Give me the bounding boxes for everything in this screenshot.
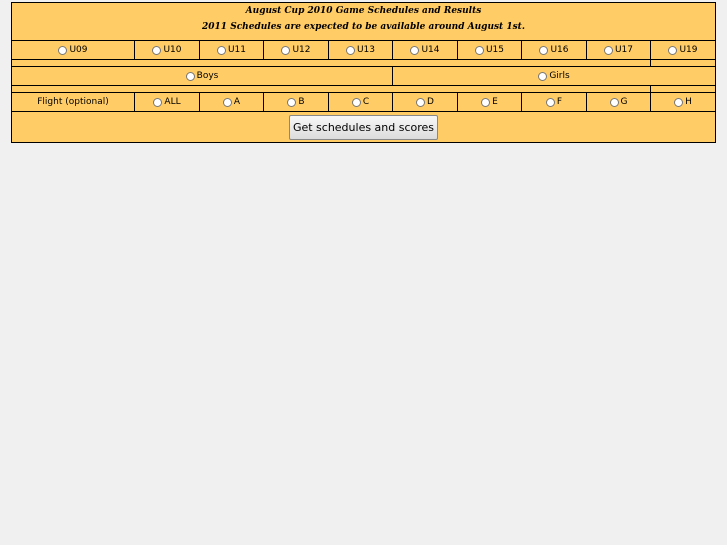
age-option-u16[interactable] xyxy=(521,41,586,59)
age-option-u11[interactable] xyxy=(199,41,263,59)
age-option-label: U12 xyxy=(292,45,311,55)
flight-option-label: D xyxy=(427,97,434,107)
flight-option-f[interactable] xyxy=(521,93,586,111)
radio-icon[interactable] xyxy=(416,98,425,107)
age-option-u17[interactable] xyxy=(586,41,650,59)
flight-option-label: H xyxy=(685,97,692,107)
age-option-label: U17 xyxy=(614,45,634,55)
flight-option-label: C xyxy=(362,97,370,107)
radio-icon[interactable] xyxy=(668,46,677,55)
get-schedules-button[interactable]: Get schedules and scores xyxy=(289,115,438,140)
age-option-label: U15 xyxy=(485,45,505,55)
flight-option-all[interactable] xyxy=(134,93,199,111)
age-option-label: U13 xyxy=(356,45,376,55)
radio-icon[interactable] xyxy=(410,46,419,55)
age-group-row xyxy=(12,40,715,60)
gender-option-label: Girls xyxy=(549,71,570,81)
radio-icon[interactable] xyxy=(604,46,613,55)
age-option-label: U09 xyxy=(69,45,88,55)
age-option-u10[interactable] xyxy=(134,41,199,59)
radio-icon[interactable] xyxy=(352,98,361,107)
flight-option-g[interactable] xyxy=(586,93,650,111)
flight-row xyxy=(12,92,715,112)
age-option-label: U10 xyxy=(163,45,182,55)
radio-icon[interactable] xyxy=(674,98,683,107)
flight-option-c[interactable] xyxy=(328,93,392,111)
age-option-u19[interactable] xyxy=(650,41,715,59)
radio-icon[interactable] xyxy=(217,46,226,55)
age-option-u15[interactable] xyxy=(457,41,521,59)
flight-option-e[interactable] xyxy=(457,93,521,111)
flight-option-d[interactable] xyxy=(392,93,457,111)
gender-option-label: Boys xyxy=(196,71,219,81)
flight-option-h[interactable] xyxy=(650,93,715,111)
age-option-u09[interactable] xyxy=(12,41,134,59)
radio-icon[interactable] xyxy=(538,72,547,81)
flight-option-a[interactable] xyxy=(199,93,263,111)
flight-option-label: A xyxy=(233,97,241,107)
age-option-label: U16 xyxy=(550,45,569,55)
flight-label: Flight (optional) xyxy=(37,97,109,107)
flight-option-label: G xyxy=(620,97,628,107)
schedule-form-panel xyxy=(11,2,716,143)
gender-option-girls[interactable] xyxy=(392,67,715,85)
radio-icon[interactable] xyxy=(281,46,290,55)
radio-icon[interactable] xyxy=(539,46,548,55)
radio-icon[interactable] xyxy=(475,46,484,55)
flight-option-label: ALL xyxy=(164,97,181,107)
age-option-label: U14 xyxy=(421,45,440,55)
gender-option-boys[interactable] xyxy=(12,67,392,85)
age-option-u14[interactable] xyxy=(392,41,457,59)
form-header xyxy=(12,3,715,40)
radio-icon[interactable] xyxy=(153,98,162,107)
radio-icon[interactable] xyxy=(346,46,355,55)
radio-icon[interactable] xyxy=(58,46,67,55)
radio-icon[interactable] xyxy=(287,98,296,107)
radio-icon[interactable] xyxy=(223,98,232,107)
radio-icon[interactable] xyxy=(546,98,555,107)
age-option-u13[interactable] xyxy=(328,41,392,59)
radio-icon[interactable] xyxy=(481,98,490,107)
flight-option-b[interactable] xyxy=(263,93,328,111)
age-option-label: U11 xyxy=(227,45,247,55)
age-option-label: U19 xyxy=(679,45,698,55)
radio-icon[interactable] xyxy=(610,98,619,107)
flight-option-label: F xyxy=(556,97,563,107)
page-subtitle: 2011 Schedules are expected to be available around August 1st. xyxy=(202,22,525,32)
age-option-u12[interactable] xyxy=(263,41,328,59)
flight-option-label: B xyxy=(298,97,305,107)
radio-icon[interactable] xyxy=(186,72,195,81)
page-title: August Cup 2010 Game Schedules and Results xyxy=(245,6,482,16)
flight-option-label: E xyxy=(492,97,498,107)
gender-row xyxy=(12,66,715,86)
radio-icon[interactable] xyxy=(152,46,161,55)
